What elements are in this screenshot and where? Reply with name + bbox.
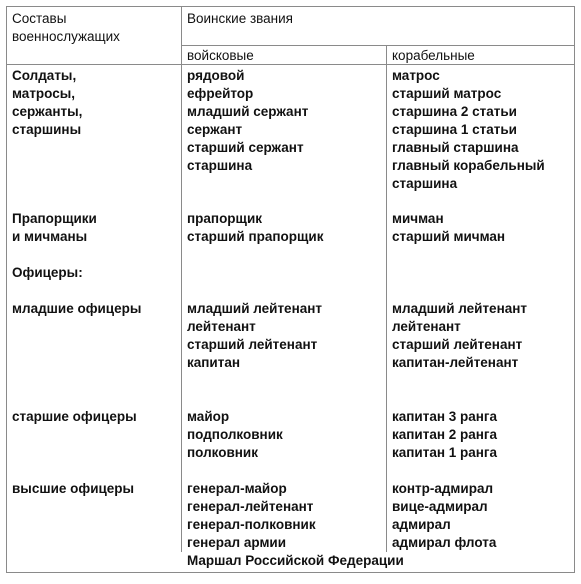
table-bottom-border — [6, 572, 575, 573]
column-divider-2 — [386, 45, 387, 552]
row-senior-army: майор подполковник полковник — [187, 409, 283, 460]
header-composition — [12, 10, 120, 46]
officers-label: Офицеры: — [12, 265, 83, 280]
row-soldiers-navy: матрос старший матрос старшина 2 статьи старшина 1 статьи главный старшина главный корабельный старшина — [392, 68, 545, 191]
row-higher-army: генерал-майор генерал-лейтенант генерал-полковник генерал армии — [187, 481, 316, 550]
row-higher-label: высшие офицеры — [12, 481, 135, 496]
row-warrant-label: Прапорщики и мичманы — [12, 211, 97, 244]
row-senior-label: старшие офицеры — [12, 409, 137, 424]
marshal-rank: Маршал Российской Федерации — [187, 553, 404, 568]
row-junior-army: младший лейтенант лейтенант старший лейтенант капитан — [187, 301, 322, 370]
header-composition-line2: военнослужащих — [12, 29, 120, 44]
row-junior-navy: младший лейтенант лейтенант старший лейтенант капитан-лейтенант — [392, 301, 527, 370]
header-composition-line1: Составы — [12, 11, 67, 26]
table-left-border — [6, 6, 7, 573]
row-higher-navy: контр-адмирал вице-адмирал адмирал адмирал флота — [392, 481, 497, 550]
subheader-border — [181, 45, 575, 46]
header-army-ranks: войсковые — [187, 48, 254, 63]
column-divider-1 — [181, 6, 182, 552]
header-navy-ranks: корабельные — [392, 48, 475, 63]
table-top-border — [6, 6, 575, 7]
header-military-ranks: Воинские звания — [187, 11, 293, 26]
row-warrant-navy: мичман старший мичман — [392, 211, 506, 244]
row-soldiers-army: рядовой ефрейтор младший сержант сержант старший сержант старшина — [187, 68, 309, 173]
row-soldiers-label: Солдаты, матросы, сержанты, старшины — [12, 68, 83, 137]
row-senior-navy: капитан 3 ранга капитан 2 ранга капитан 1 ранга — [392, 409, 498, 460]
header-bottom-border — [6, 64, 575, 65]
row-warrant-army: прапорщик старший прапорщик — [187, 211, 324, 244]
table-right-border — [574, 6, 575, 573]
row-junior-label: младшие офицеры — [12, 301, 142, 316]
